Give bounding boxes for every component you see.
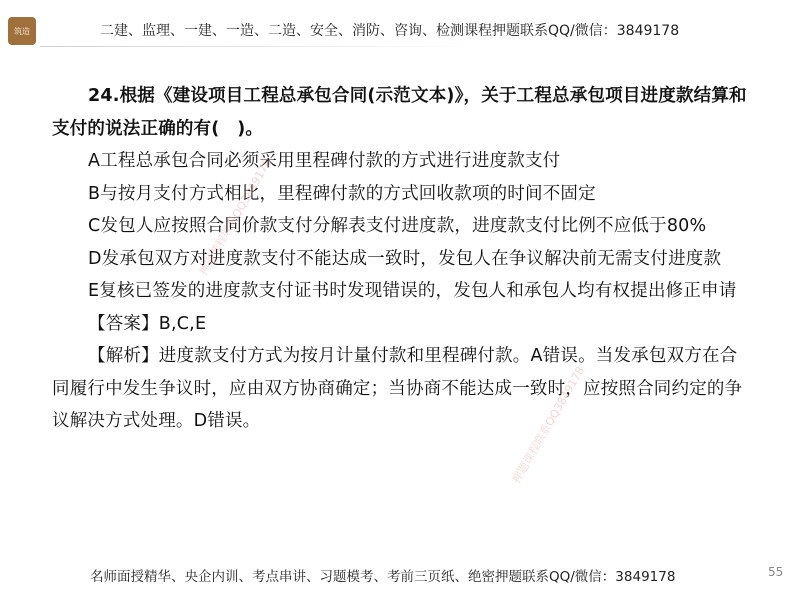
- watermark-2: 押题课程联系QQ3849178: [509, 364, 588, 486]
- option-e: E复核已签发的进度款支付证书时发现错误的，发包人和承包人均有权提出修正申请: [88, 281, 737, 301]
- option-c: C发包人应按照合同价款支付分解表支付进度款，进度款支付比例不应低于80%: [88, 216, 707, 236]
- footer-contact-text: 名师面授精华、央企内训、考点串讲、习题模考、考前三页纸、绝密押题联系QQ/微信：3849178: [90, 569, 676, 585]
- logo-text: 筑造: [14, 26, 30, 36]
- question-content: [52, 80, 752, 438]
- option-a: A工程总承包合同必须采用里程碑付款的方式进行进度款支付: [88, 151, 561, 171]
- option-d: D发承包双方对进度款支付不能达成一致时，发包人在争议解决前无需支付进度款: [88, 248, 722, 269]
- page-number: 55: [768, 565, 784, 579]
- answer: 【答案】B,C,E: [88, 313, 207, 334]
- header-divider: [40, 46, 480, 47]
- logo: [8, 17, 36, 45]
- question-title: 24.根据《建设项目工程总承包合同(示范文本)》，关于工程总承包项目进度款结算和支付的说法正确的有( )。: [52, 86, 747, 139]
- option-b: B与按月支付方式相比，里程碑付款的方式回收款项的时间不固定: [88, 183, 596, 204]
- analysis: 【解析】进度款支付方式为按月计量付款和里程碑付款。A错误。当发承包双方在合同履行中发生争议时，应由双方协商确定；当协商不能达成一致时，应按照合同约定的争议解决方式处理。D错误。: [52, 346, 743, 431]
- watermark-1: 押题课程联系QQ3849178: [196, 156, 275, 278]
- header-contact-text: 二建、监理、一建、一造、二造、安全、消防、咨询、检测课程押题联系QQ/微信：3849178: [100, 23, 680, 39]
